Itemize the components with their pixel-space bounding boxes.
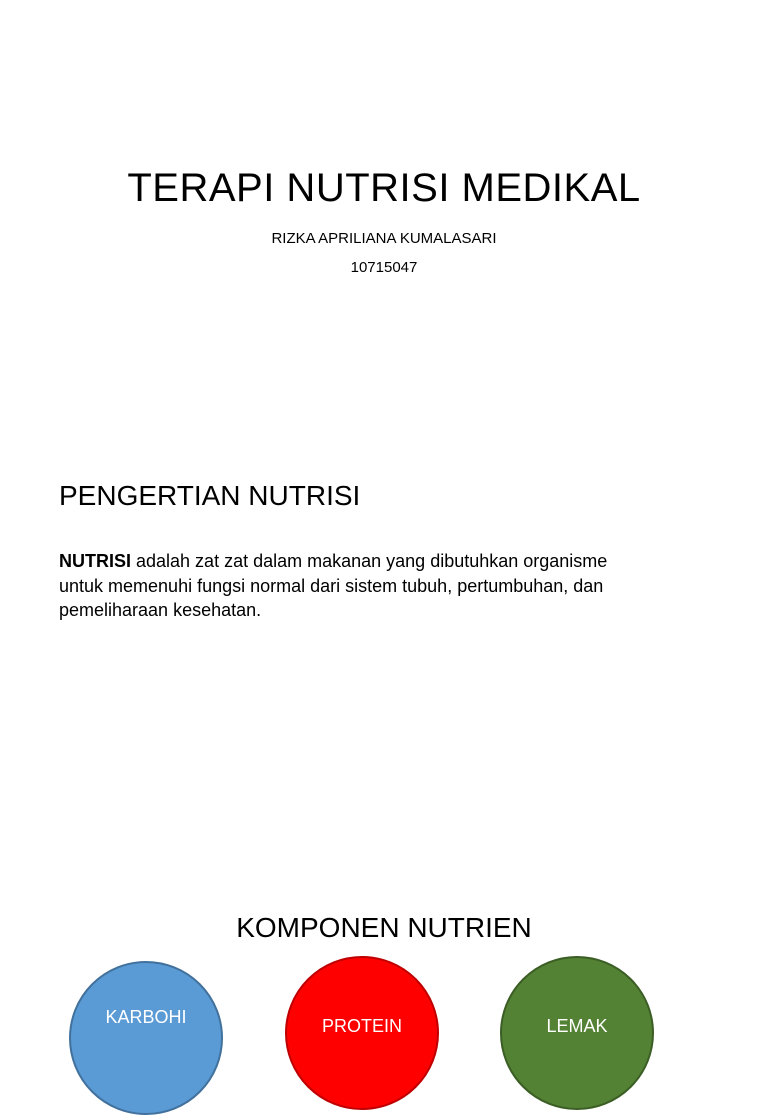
components-slide xyxy=(0,864,768,1036)
definition-term: NUTRISI xyxy=(59,551,131,571)
components-heading: KOMPONEN NUTRIEN xyxy=(236,912,532,943)
fat-circle xyxy=(500,956,654,1110)
author-name: RIZKA APRILIANA KUMALASARI xyxy=(271,230,497,247)
student-id: 10715047 xyxy=(350,259,418,276)
protein-label: PROTEIN xyxy=(321,1016,402,1036)
protein-circle xyxy=(285,956,439,1110)
fat-label: LEMAK xyxy=(546,1016,608,1036)
definition-heading: PENGERTIAN NUTRISI xyxy=(59,480,361,511)
carbohydrate-circle xyxy=(69,961,223,1115)
title-slide xyxy=(0,0,768,432)
definition-slide xyxy=(0,432,768,864)
definition-line-2: untuk memenuhi fungsi normal dari sistem tubuh, pertumbuhan, dan xyxy=(59,575,604,596)
definition-paragraph xyxy=(59,549,719,623)
definition-line-3: pemeliharaan kesehatan. xyxy=(59,600,262,620)
carbohydrate-label: KARBOHI xyxy=(105,1007,187,1027)
definition-line-1: adalah zat zat dalam makanan yang dibutuhkan organisme xyxy=(131,551,608,571)
presentation-title: TERAPI NUTRISI MEDIKAL xyxy=(127,166,641,210)
